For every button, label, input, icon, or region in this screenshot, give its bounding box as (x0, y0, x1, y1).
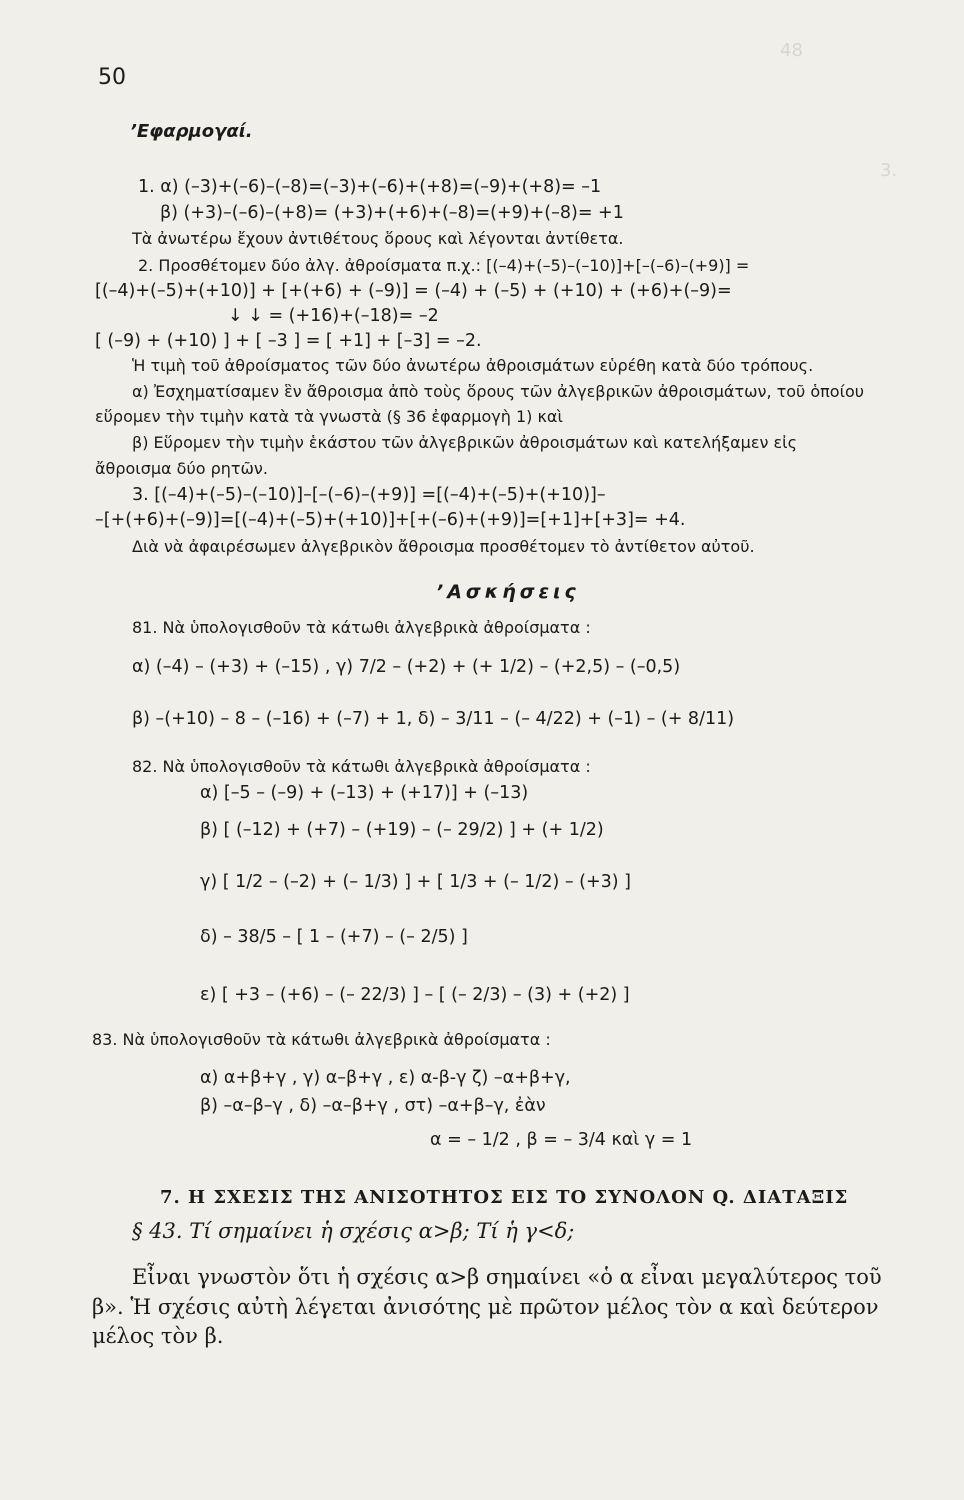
exercise-line: ε) [ +3 – (+6) – (– 22/3) ] – [ (– 2/3) – (3) + (+2) ] (200, 985, 630, 1005)
application-line: 1. α) (–3)+(–6)–(–8)=(–3)+(–6)+(+8)=(–9)+(+8)= –1 (138, 177, 602, 197)
bleed-through-text: 3. (880, 160, 898, 181)
application-line: [ (–9) + (+10) ] + [ –3 ] = [ +1] + [–3] = –2. (95, 331, 482, 351)
body-line: μέλος τὸν β. (92, 1324, 224, 1348)
exercise-line: β) –α–β–γ , δ) –α–β+γ , στ) –α+β–γ, ἐὰν (200, 1096, 546, 1116)
exercise-line: γ) [ 1/2 – (–2) + (– 1/3) ] + [ 1/3 + (– 1/2) – (+3) ] (200, 872, 632, 892)
application-line: 2. Προσθέτομεν δύο ἀλγ. ἀθροίσματα π.χ.: [(–4)+(–5)–(–10)]+[–(–6)–(+9)] = (138, 256, 750, 275)
application-line: εὕρομεν τὴν τιμὴν κατὰ τὰ γνωστὰ (§ 36 ἐφαρμογὴ 1) καὶ (95, 407, 563, 426)
exercise-line: β) –(+10) – 8 – (–16) + (–7) + 1, δ) – 3/11 – (– 4/22) + (–1) – (+ 8/11) (132, 709, 735, 729)
exercise-line: 81. Νὰ ὑπολογισθοῦν τὰ κάτωθι ἀλγεβρικὰ ἀθροίσματα : (132, 618, 591, 637)
bleed-through-text: 48 (780, 40, 803, 61)
chapter-heading: 7. Η ΣΧΕΣΙΣ ΤΗΣ ΑΝΙΣΟΤΗΤΟΣ ΕΙΣ ΤΟ ΣΥΝΟΛΟΝ Q. ΔΙΑΤΑΞΙΣ (160, 1187, 849, 1208)
section-heading: ’Εφαρμογαί. (130, 121, 253, 142)
body-line: β». Ἡ σχέσις αὐτὴ λέγεται ἀνισότης μὲ πρῶτον μέλος τὸν α καὶ δεύτερον (92, 1295, 879, 1319)
application-line: ↓ ↓ = (+16)+(–18)= –2 (228, 306, 439, 326)
application-line: [(–4)+(–5)+(+10)] + [+(+6) + (–9)] = (–4) + (–5) + (+10) + (+6)+(–9)= (95, 281, 732, 301)
exercise-line: α) [–5 – (–9) + (–13) + (+17)] + (–13) (200, 783, 529, 803)
application-line: –[+(+6)+(–9)]=[(–4)+(–5)+(+10)]+[+(–6)+(+9)]=[+1]+[+3]= +4. (95, 510, 686, 530)
application-line: Ἡ τιμὴ τοῦ ἀθροίσματος τῶν δύο ἀνωτέρω ἀθροισμάτων εὑρέθη κατὰ δύο τρόπους. (132, 356, 814, 375)
application-line: 3. [(–4)+(–5)–(–10)]–[–(–6)–(+9)] =[(–4)+(–5)+(+10)]– (132, 485, 606, 505)
exercise-line: α = – 1/2 , β = – 3/4 καὶ γ = 1 (430, 1130, 693, 1150)
exercises-heading: ’Ασκήσεις (436, 581, 580, 603)
application-line: α) Ἐσχηματίσαμεν ἓν ἄθροισμα ἀπὸ τοὺς ὅρους τῶν ἀλγεβρικῶν ἀθροισμάτων, τοῦ ὁποίου (132, 382, 865, 401)
exercise-line: δ) – 38/5 – [ 1 – (+7) – (– 2/5) ] (200, 927, 468, 947)
application-line: Τὰ ἀνωτέρω ἔχουν ἀντιθέτους ὅρους καὶ λέγονται ἀντίθετα. (132, 229, 624, 248)
exercise-line: 83. Νὰ ὑπολογισθοῦν τὰ κάτωθι ἀλγεβρικὰ ἀθροίσματα : (92, 1030, 551, 1049)
body-line: Εἶναι γνωστὸν ὅτι ἡ σχέσις α>β σημαίνει «ὁ α εἶναι μεγαλύτερος τοῦ (132, 1265, 882, 1289)
page-number: 50 (98, 65, 126, 90)
application-line: ἄθροισμα δύο ρητῶν. (95, 459, 268, 478)
exercise-line: 82. Νὰ ὑπολογισθοῦν τὰ κάτωθι ἀλγεβρικὰ ἀθροίσματα : (132, 757, 591, 776)
paragraph-heading: § 43. Τί σημαίνει ἡ σχέσις α>β; Τί ἡ γ<δ; (132, 1219, 575, 1243)
application-line: β) (+3)–(–6)–(+8)= (+3)+(+6)+(–8)=(+9)+(–8)= +1 (160, 203, 624, 223)
exercise-line: α) (–4) – (+3) + (–15) , γ) 7/2 – (+2) + (+ 1/2) – (+2,5) – (–0,5) (132, 657, 681, 677)
application-line: Διὰ νὰ ἀφαιρέσωμεν ἀλγεβρικὸν ἄθροισμα προσθέτομεν τὸ ἀντίθετον αὐτοῦ. (132, 537, 755, 556)
exercise-line: β) [ (–12) + (+7) – (+19) – (– 29/2) ] + (+ 1/2) (200, 820, 604, 840)
exercise-line: α) α+β+γ , γ) α–β+γ , ε) α-β-γ ζ) –α+β+γ, (200, 1068, 571, 1088)
application-line: β) Εὕρομεν τὴν τιμὴν ἑκάστου τῶν ἀλγεβρικῶν ἀθροισμάτων καὶ κατελήξαμεν εἰς (132, 433, 797, 452)
